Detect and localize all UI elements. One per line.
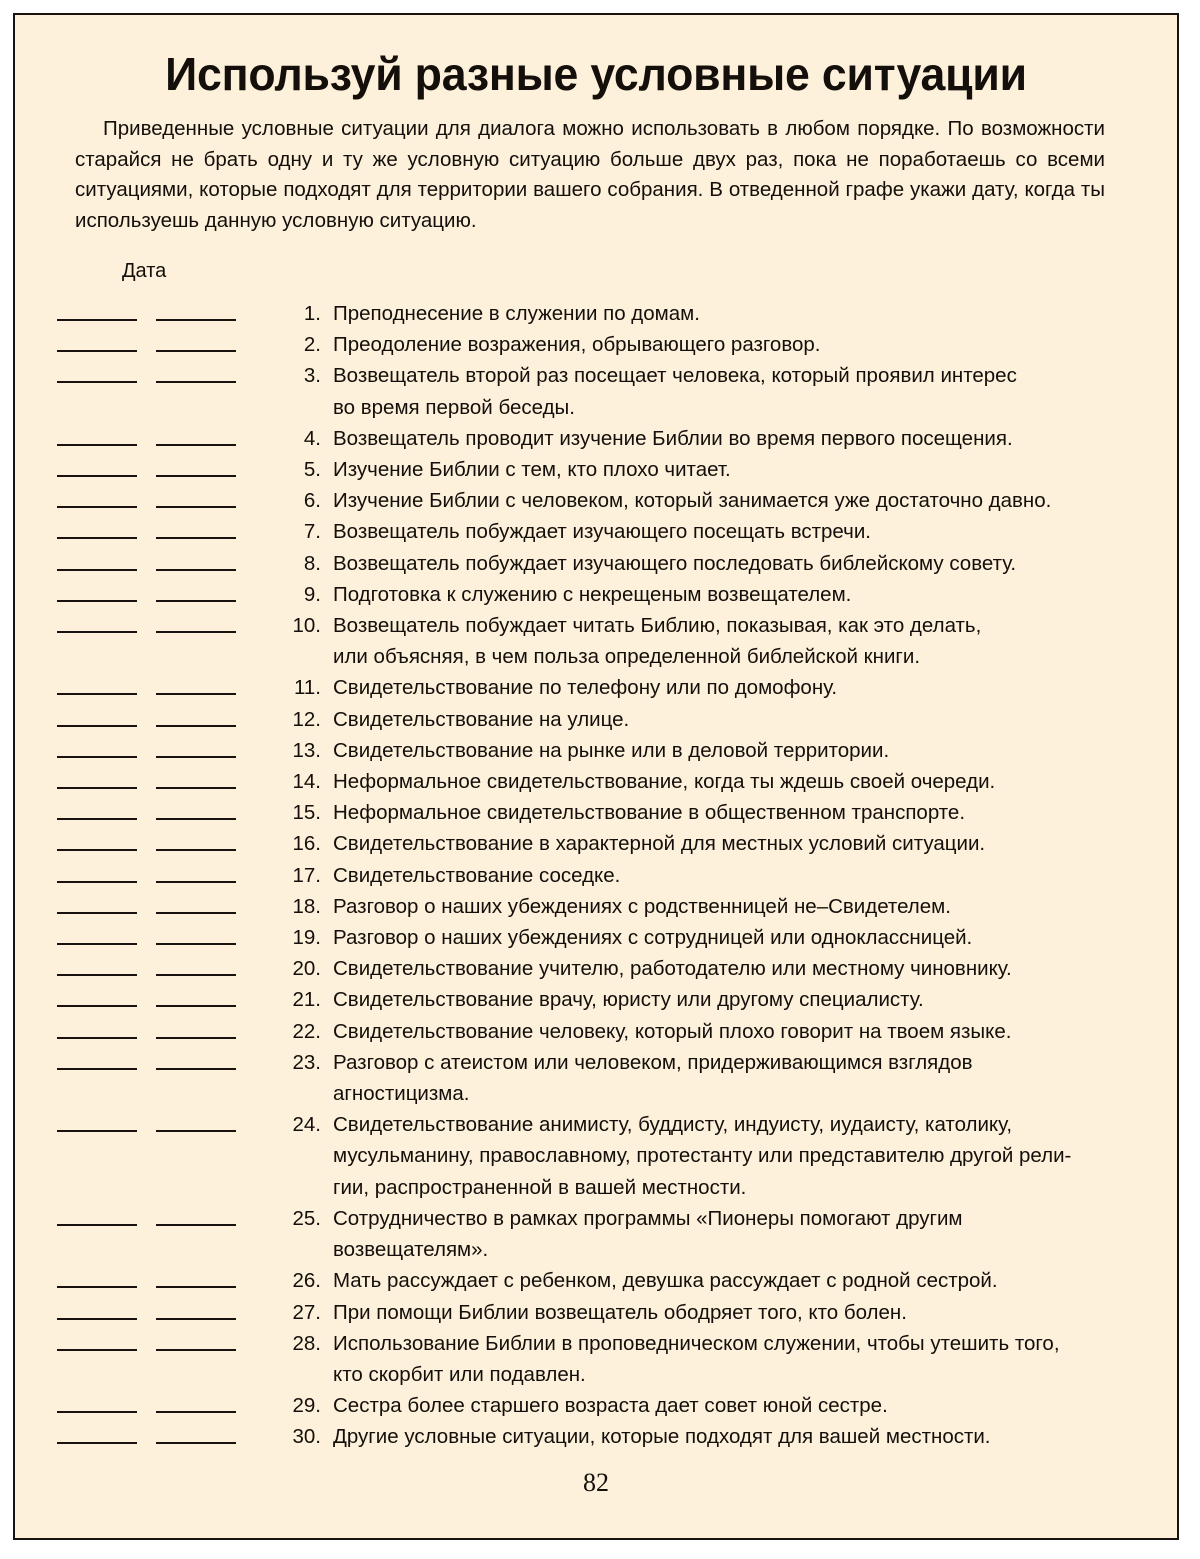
date-blanks[interactable] [57,298,279,321]
date-blank-second[interactable] [156,631,236,633]
list-item [15,1016,1177,1047]
list-item-number: 21. [292,988,321,1012]
list-item-line: Свидетельствование учителю, работодателю или местному чиновнику. [333,957,1012,981]
date-blank-second[interactable] [156,350,236,352]
list-item-line: Возвещатель второй раз посещает человека, который проявил интерес [333,364,1017,388]
date-blank-first[interactable] [57,1411,137,1413]
worksheet-page [13,13,1179,1540]
date-blank-second[interactable] [156,475,236,477]
list-item-text [321,423,1121,454]
list-item-text [321,704,1121,735]
date-blanks[interactable] [57,485,279,508]
list-item [15,797,1177,828]
list-item-text [321,672,1121,703]
date-blank-second[interactable] [156,693,236,695]
date-blank-first[interactable] [57,1286,137,1288]
list-item-text [321,797,1121,828]
date-blank-second[interactable] [156,818,236,820]
list-item-line: Свидетельствование врачу, юристу или другому специалисту. [333,988,924,1012]
date-blank-second[interactable] [156,569,236,571]
page-title: Используй разные условные ситуации [165,48,1027,100]
list-item-number: 22. [292,1019,321,1043]
list-item-line: агностицизма. [333,1082,470,1106]
date-blank-first[interactable] [57,537,137,539]
list-item-line: Мать рассуждает с ребенком, девушка рассуждает с родной сестрой. [333,1269,998,1293]
date-blank-second[interactable] [156,1411,236,1413]
list-item-text [321,298,1121,329]
list-item-line: Неформальное свидетельствование, когда ты ждешь своей очереди. [333,770,996,794]
list-item-line: Возвещатель проводит изучение Библии во время первого посещения. [333,426,1013,450]
list-item-number: 26. [292,1269,321,1293]
list-item [15,1297,1177,1328]
list-item [15,735,1177,766]
list-item-number: 12. [292,707,321,731]
list-item-line: возвещателям». [333,1238,489,1262]
list-item-number: 4. [303,426,321,450]
date-blank-first[interactable] [57,569,137,571]
date-blank-first[interactable] [57,631,137,633]
list-item [15,984,1177,1015]
date-blanks[interactable] [57,1328,279,1351]
date-blank-second[interactable] [156,1349,236,1351]
list-item-line: Возвещатель побуждает изучающего посещать встречи. [333,520,871,544]
list-item-text [321,735,1121,766]
list-item-text [321,360,1121,422]
date-blank-first[interactable] [57,818,137,820]
list-item-line: или объясняя, в чем польза определенной библейской книги. [333,645,921,669]
list-item-line: Свидетельствование анимисту, буддисту, индуисту, иудаисту, католику, [333,1113,1013,1137]
list-item-number: 24. [292,1113,321,1137]
list-item-number: 5. [303,458,321,482]
list-item [15,922,1177,953]
list-item [15,329,1177,360]
date-blank-second[interactable] [156,1286,236,1288]
list-item-text [321,548,1121,579]
date-blanks[interactable] [57,1297,279,1320]
list-item-text [321,579,1121,610]
date-blank-second[interactable] [156,506,236,508]
date-blank-first[interactable] [57,693,137,695]
date-blanks[interactable] [57,1265,279,1288]
date-blanks[interactable] [57,1016,279,1039]
list-item [15,828,1177,859]
intro-paragraph: Приведенные условные ситуации для диалога можно использовать в любом порядке. По возможности старайся не брать одну и ту же условную ситуацию больше двух раз, пока не поработаешь со всеми ситуациями, которые подходят для территории вашего собрания. В отведенной графе укажи дату, когда ты используешь данную условную ситуацию. [75,117,1105,232]
list-item-text [321,1016,1121,1047]
date-blank-first[interactable] [57,943,137,945]
date-blank-first[interactable] [57,1068,137,1070]
list-item-line: Свидетельствование в характерной для местных условий ситуации. [333,832,986,856]
list-item [15,1203,1177,1265]
date-blanks[interactable] [57,891,279,914]
list-item-line: гии, распространенной в вашей местности. [333,1175,747,1199]
date-blank-first[interactable] [57,600,137,602]
list-item [15,704,1177,735]
list-item-number: 17. [292,863,321,887]
date-blank-first[interactable] [57,912,137,914]
list-item-number: 18. [292,894,321,918]
list-item-number: 20. [292,957,321,981]
list-item-text [321,1047,1121,1109]
list-item [15,1328,1177,1390]
list-item [15,860,1177,891]
list-item-number: 30. [292,1425,321,1449]
list-item [15,1390,1177,1421]
list-item-number: 10. [292,614,321,638]
list-item [15,360,1177,422]
list-item-line: Преподнесение в служении по домам. [333,302,700,325]
list-item-line: Изучение Библии с человеком, который занимается уже достаточно давно. [333,489,1052,513]
list-item-line: Сотрудничество в рамках программы «Пионеры помогают другим [333,1206,963,1230]
date-blank-first[interactable] [57,444,137,446]
list-item-number: 29. [292,1394,321,1418]
date-blanks[interactable] [57,953,279,976]
list-item-text [321,329,1121,360]
list-item-line: Использование Библии в проповедническом служении, чтобы утешить того, [333,1331,1060,1355]
list-item-number: 9. [303,582,321,606]
list-item-text [321,1421,1121,1452]
date-blank-second[interactable] [156,1005,236,1007]
list-item-number: 27. [292,1300,321,1324]
list-item-number: 14. [292,770,321,794]
list-item-text [321,1390,1121,1421]
list-item-line: мусульманину, православному, протестанту или представителю другой рели- [333,1144,1072,1168]
date-blank-second[interactable] [156,600,236,602]
list-item [15,548,1177,579]
list-item-text [321,860,1121,891]
date-blank-second[interactable] [156,1068,236,1070]
list-item-line: Свидетельствование человеку, который плохо говорит на твоем языке. [333,1019,1012,1043]
list-item-text [321,891,1121,922]
date-blank-second[interactable] [156,881,236,883]
list-item-line: кто скорбит или подавлен. [333,1362,586,1386]
list-item-line: Свидетельствование соседке. [333,863,621,887]
list-item [15,298,1177,329]
list-item-line: Разговор о наших убеждениях с родственницей не–Свидетелем. [333,894,951,918]
list-item-text [321,516,1121,547]
date-blanks[interactable] [57,1390,279,1413]
date-blank-second[interactable] [156,1130,236,1132]
list-item-line: Разговор о наших убеждениях с сотрудницей или одноклассницей. [333,926,973,950]
list-item-text [321,953,1121,984]
list-item-line: Другие условные ситуации, которые подходят для вашей местности. [333,1425,991,1449]
list-item-line: Неформальное свидетельствование в общественном транспорте. [333,801,966,825]
list-item-line: во время первой беседы. [333,395,575,419]
list-item-line: При помощи Библии возвещатель ободряет того, кто болен. [333,1300,907,1324]
list-item [15,891,1177,922]
date-blank-second[interactable] [156,537,236,539]
date-blank-first[interactable] [57,381,137,383]
date-blank-second[interactable] [156,974,236,976]
date-blank-first[interactable] [57,475,137,477]
date-blank-second[interactable] [156,849,236,851]
date-blank-second[interactable] [156,1224,236,1226]
list-item-text [321,1203,1121,1265]
date-blank-second[interactable] [156,787,236,789]
list-item-number: 6. [303,489,321,513]
list-item-line: Разговор с атеистом или человеком, придерживающимся взглядов [333,1050,973,1074]
date-blanks[interactable] [57,672,279,695]
list-item-line: Возвещатель побуждает изучающего последовать библейскому совету. [333,551,1017,575]
list-item-number: 23. [292,1050,321,1074]
date-blanks[interactable] [57,797,279,820]
list-item-text [321,984,1121,1015]
date-blank-first[interactable] [57,1349,137,1351]
date-blank-second[interactable] [156,912,236,914]
date-blanks[interactable] [57,1047,279,1070]
date-blanks[interactable] [57,984,279,1007]
date-column-header: Дата [122,260,167,282]
date-blank-first[interactable] [57,756,137,758]
date-blanks[interactable] [57,516,279,539]
date-blank-second[interactable] [156,1318,236,1320]
date-blank-second[interactable] [156,943,236,945]
date-blank-second[interactable] [156,444,236,446]
list-item-line: Возвещатель побуждает читать Библию, показывая, как это делать, [333,614,982,638]
date-blanks[interactable] [57,922,279,945]
list-item-text [321,828,1121,859]
list-item [15,1265,1177,1296]
list-item-text [321,1328,1121,1390]
list-item [15,672,1177,703]
list-item-number: 13. [292,738,321,762]
situations-list [15,284,1177,1453]
list-item-line: Свидетельствование по телефону или по домофону. [333,676,838,700]
list-item [15,485,1177,516]
list-item [15,766,1177,797]
list-item-number: 3. [303,364,321,388]
list-item-text [321,1109,1121,1203]
date-blank-first[interactable] [57,1318,137,1320]
list-item-number: 25. [292,1206,321,1230]
date-blank-second[interactable] [156,1037,236,1039]
date-blank-first[interactable] [57,787,137,789]
date-blank-second[interactable] [156,725,236,727]
date-blank-first[interactable] [57,1130,137,1132]
date-blank-first[interactable] [57,1224,137,1226]
date-blanks[interactable] [57,423,279,446]
date-blank-second[interactable] [156,381,236,383]
page-number: 82 [583,1468,609,1497]
date-blanks[interactable] [57,360,279,383]
list-item-number: 16. [292,832,321,856]
list-item-number: 1. [303,302,321,325]
list-item-text [321,485,1121,516]
list-item-number: 28. [292,1331,321,1355]
list-item [15,1047,1177,1109]
list-item-line: Свидетельствование на рынке или в деловой территории. [333,738,890,762]
date-blank-first[interactable] [57,849,137,851]
list-item [15,1421,1177,1452]
date-blanks[interactable] [57,1109,279,1132]
list-item [15,516,1177,547]
date-blanks[interactable] [57,704,279,727]
list-item-line: Свидетельствование на улице. [333,707,630,731]
date-blanks[interactable] [57,454,279,477]
date-blank-first[interactable] [57,350,137,352]
date-blank-second[interactable] [156,756,236,758]
list-item [15,423,1177,454]
list-item [15,1109,1177,1203]
list-item-text [321,922,1121,953]
date-blanks[interactable] [57,766,279,789]
date-blank-first[interactable] [57,881,137,883]
list-item [15,953,1177,984]
list-item [15,454,1177,485]
date-blank-first[interactable] [57,319,137,321]
date-blanks[interactable] [57,579,279,602]
list-item-number: 7. [303,520,321,544]
date-blanks[interactable] [57,1421,279,1444]
date-blanks[interactable] [57,610,279,633]
list-item-line: Подготовка к служению с некрещеным возвещателем. [333,582,852,606]
list-item-text [321,766,1121,797]
date-blank-first[interactable] [57,974,137,976]
date-blanks[interactable] [57,828,279,851]
date-blanks[interactable] [57,329,279,352]
date-blanks[interactable] [57,860,279,883]
list-item-line: Изучение Библии с тем, кто плохо читает. [333,458,731,482]
date-blank-second[interactable] [156,319,236,321]
list-item-number: 8. [303,551,321,575]
date-blank-second[interactable] [156,1442,236,1444]
list-item [15,579,1177,610]
date-blanks[interactable] [57,735,279,758]
date-blank-first[interactable] [57,506,137,508]
list-item [15,610,1177,672]
list-item-number: 2. [303,333,321,357]
list-item-line: Сестра более старшего возраста дает совет юной сестре. [333,1394,888,1418]
date-blanks[interactable] [57,548,279,571]
list-item-text [321,1297,1121,1328]
date-blanks[interactable] [57,1203,279,1226]
date-blank-first[interactable] [57,1037,137,1039]
date-blank-first[interactable] [57,725,137,727]
list-item-text [321,610,1121,672]
date-blank-first[interactable] [57,1005,137,1007]
date-blank-first[interactable] [57,1442,137,1444]
list-item-text [321,1265,1121,1296]
list-item-line: Преодоление возражения, обрывающего разговор. [333,333,821,357]
list-item-number: 11. [294,676,321,700]
list-item-text [321,454,1121,485]
list-item-number: 15. [292,801,321,825]
list-item-number: 19. [292,926,321,950]
